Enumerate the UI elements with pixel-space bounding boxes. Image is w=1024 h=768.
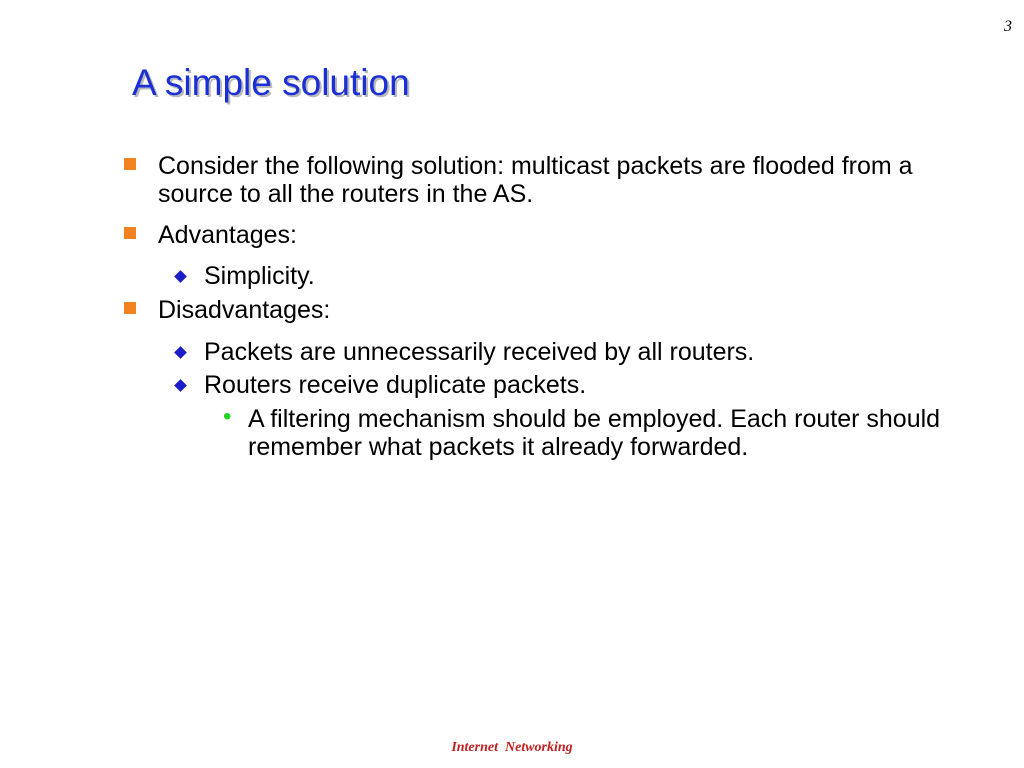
orange-square-bullet-icon <box>124 302 136 314</box>
blue-diamond-bullet-icon <box>174 346 187 359</box>
bullet-item-packets-received <box>204 338 754 366</box>
bullet-text: A filtering mechanism should be employed. Each router should remember what packets it already forwarded. <box>248 405 941 461</box>
orange-square-bullet-icon <box>124 227 136 239</box>
blue-diamond-bullet-icon <box>174 379 187 392</box>
bullet-text: Simplicity. <box>204 262 315 290</box>
bullet-item-duplicate-packets <box>204 371 586 399</box>
bullet-text: Consider the following solution: multicast packets are flooded from a source to all the routers in the AS. <box>158 152 913 208</box>
green-dot-bullet-icon: • <box>223 403 232 430</box>
page-number: 3 <box>1004 18 1012 35</box>
bullet-item-simplicity <box>204 262 315 290</box>
blue-diamond-bullet-icon <box>174 270 187 283</box>
orange-square-bullet-icon <box>124 158 136 170</box>
footer-label: Internet Networking <box>451 740 573 755</box>
bullet-item-filtering-mechanism <box>223 403 968 461</box>
bullet-text: Routers receive duplicate packets. <box>204 371 587 399</box>
bullet-text: Packets are unnecessarily received by all routers. <box>204 338 755 366</box>
bullet-item-disadvantages <box>158 296 330 324</box>
bullet-text: Advantages: <box>158 221 297 249</box>
bullet-item-consider <box>158 152 958 208</box>
slide-title: A simple solution <box>132 62 410 103</box>
bullet-item-advantages <box>158 221 297 249</box>
bullet-text: Disadvantages: <box>158 296 331 324</box>
